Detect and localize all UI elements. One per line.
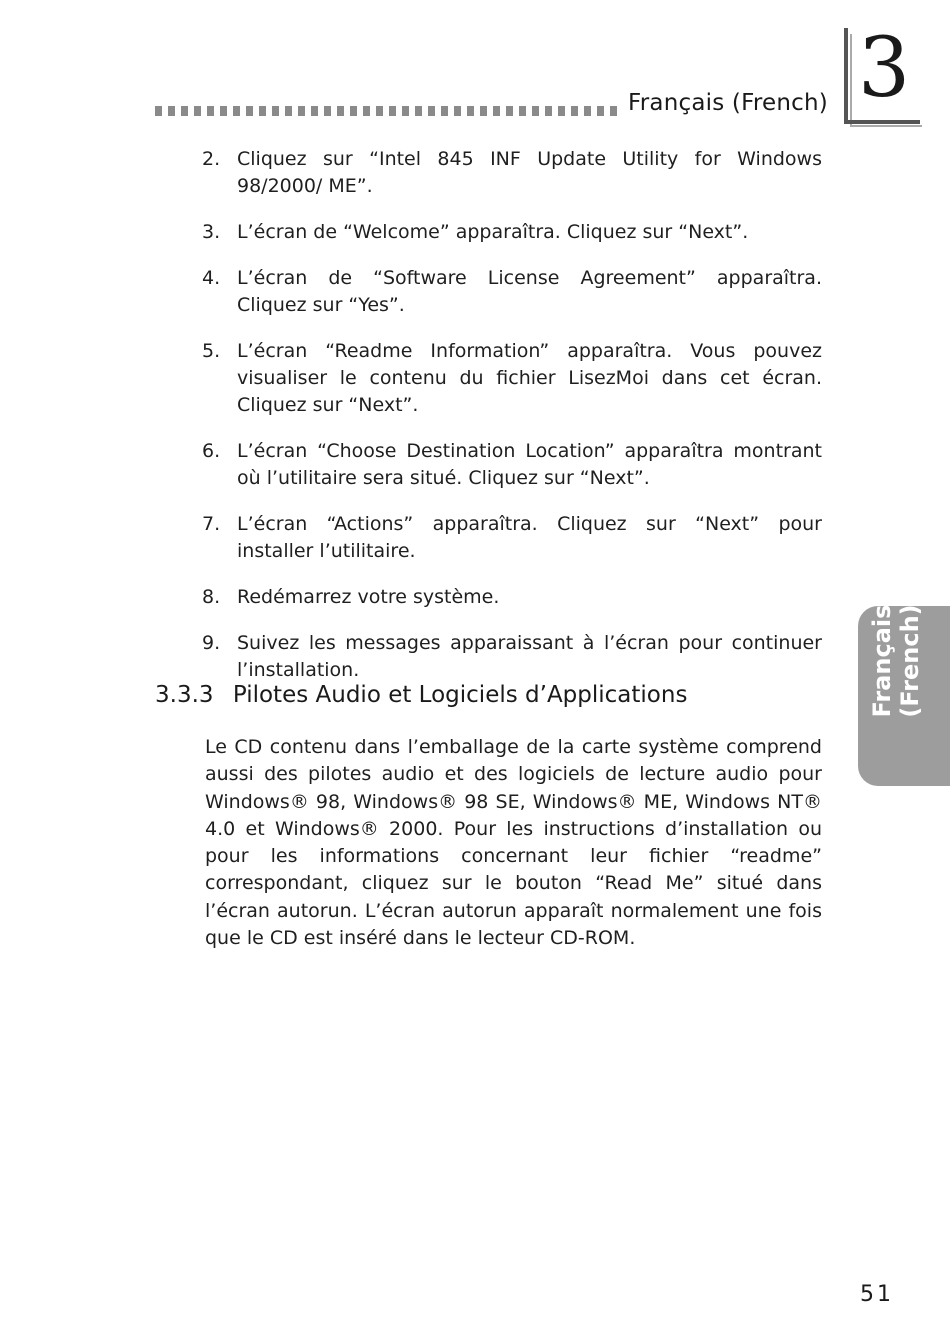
list-item [202,584,822,611]
chapter-frame-horizontal-shadow [850,125,922,127]
step-number: 5. [202,340,221,362]
step-number: 6. [202,440,221,462]
step-number: 8. [202,586,221,608]
header-title: Français (French) [628,90,828,116]
list-item [202,338,822,419]
page-number: 51 [860,1282,894,1307]
list-item [202,438,822,492]
step-text: L’écran de “Welcome” apparaîtra. Cliquez sur “Next”. [237,221,749,243]
language-side-tab-label [868,576,924,746]
step-text: Suivez les messages apparaissant à l’écran pour continuer l’installation. [237,632,822,681]
chapter-frame-horizontal [844,120,920,124]
header-dotted-rule [155,106,617,116]
step-text: L’écran “Choose Destination Location” apparaîtra montrant où l’utilitaire sera situé. Cliquez sur “Next”. [237,440,822,489]
section-title: Pilotes Audio et Logiciels d’Applications [232,682,688,708]
step-number: 9. [202,632,221,654]
list-item [202,219,822,246]
step-text: Redémarrez votre système. [237,586,500,608]
list-item [202,265,822,319]
chapter-number: 3 [858,21,911,116]
installation-steps-list [202,146,822,703]
section-paragraph: Le CD contenu dans l’emballage de la carte système comprend aussi des pilotes audio et des logiciels de lecture audio pour Windows® 98, Windows® 98 SE, Windows® ME, Windows NT® 4.0 et Windows® 2000. Pour les instructions d’installation ou pour les informations concernant leur fichier “readme” correspondant, cliquez sur le bouton “Read Me” situé dans l’écran autorun. L’écran autorun apparaît normalement une fois que le CD est inséré dans le lecteur CD-ROM. [205,736,822,950]
list-item [202,146,822,200]
step-number: 7. [202,513,221,535]
step-text: L’écran de “Software License Agreement” apparaîtra. Cliquez sur “Yes”. [237,267,822,316]
section-number: 3.3.3 [155,682,214,708]
section-heading [155,682,687,708]
list-item [202,511,822,565]
step-number: 2. [202,148,221,170]
step-number: 3. [202,221,221,243]
list-item [202,630,822,684]
step-text: Cliquez sur “Intel 845 INF Update Utility for Windows 98/2000/ ME”. [237,148,822,197]
side-tab-line-1: Français [868,604,896,718]
chapter-frame-vertical [844,28,848,124]
step-text: L’écran “Actions” apparaîtra. Cliquez sur “Next” pour installer l’utilitaire. [237,513,822,562]
chapter-frame-vertical-shadow [850,34,852,126]
step-number: 4. [202,267,221,289]
step-text: L’écran “Readme Information” apparaîtra. Vous pouvez visualiser le contenu du fichier LisezMoi dans cet écran. Cliquez sur “Next”. [237,340,822,416]
side-tab-line-2: (French) [896,604,924,718]
